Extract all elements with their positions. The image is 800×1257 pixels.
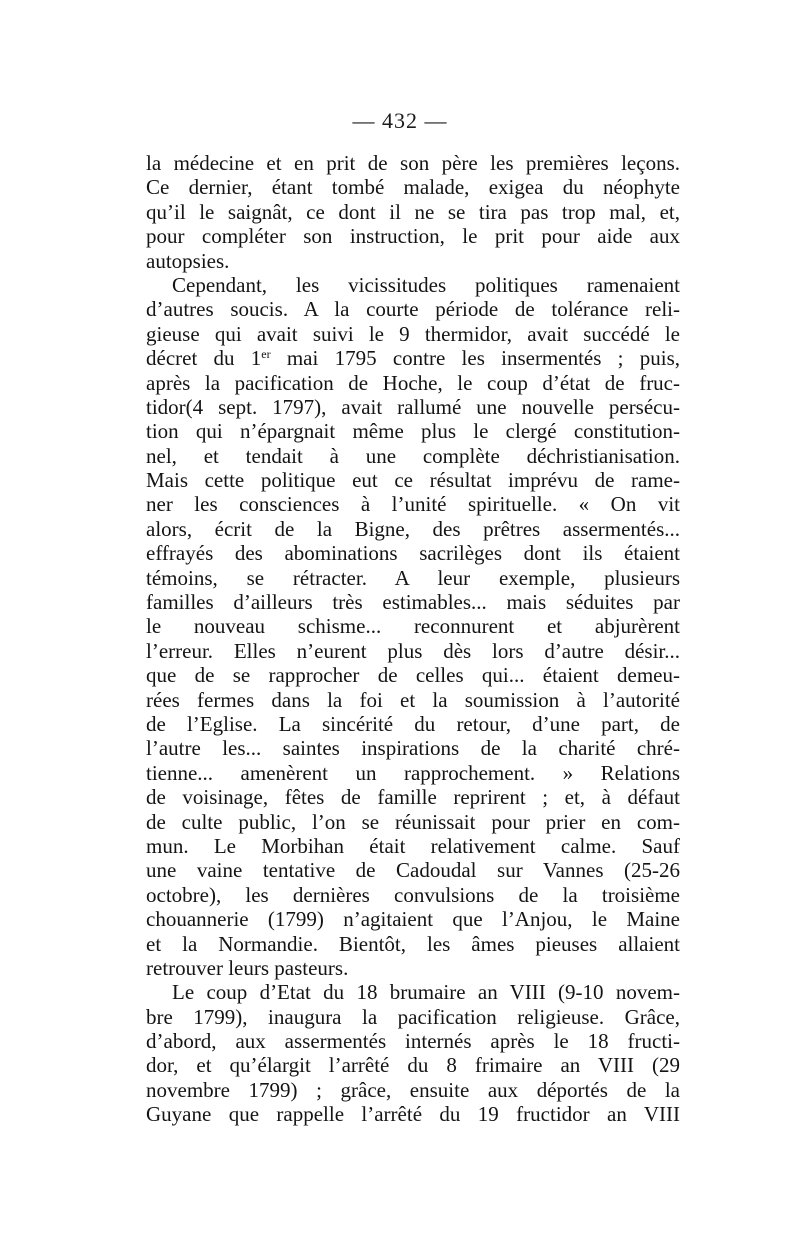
text-line: ner les consciences à l’unité spirituelle. « On vit — [146, 492, 680, 517]
text-line: que de se rapprocher de celles qui... étaient demeu- — [146, 663, 680, 688]
text-line: l’erreur. Elles n’eurent plus dès lors d’autre désir... — [146, 638, 680, 663]
text-line: Le coup d’Etat du 18 brumaire an VIII (9-10 novem- — [172, 980, 680, 1005]
text-line: le nouveau schisme... reconnurent et abjurèrent — [146, 614, 680, 639]
text-line: Guyane que rappelle l’arrêté du 19 fructidor an VIII — [146, 1102, 680, 1127]
text-line: tienne... amenèrent un rapprochement. » Relations — [146, 760, 680, 785]
text-line: pour compléter son instruction, le prit pour aide aux — [146, 224, 680, 249]
text-line: effrayés des abominations sacrilèges dont ils étaient — [146, 541, 680, 566]
text-line: d’abord, aux assermentés internés après le 18 fructi- — [146, 1029, 680, 1054]
text-line: Ce dernier, étant tombé malade, exigea du néophyte — [146, 175, 680, 200]
text-line: après la pacification de Hoche, le coup d’état de fruc- — [146, 370, 680, 395]
page-number: — 432 — — [352, 108, 448, 133]
text-line: novembre 1799) ; grâce, ensuite aux déportés de la — [146, 1077, 680, 1102]
text-line: Cependant, les vicissitudes politiques ramenaient — [172, 272, 680, 297]
text-line: de culte public, l’on se réunissait pour prier en com- — [146, 809, 680, 834]
text-line: bre 1799), inaugura la pacification religieuse. Grâce, — [146, 1004, 680, 1029]
text-line: une vaine tentative de Cadoudal sur Vannes (25-26 — [146, 858, 680, 883]
text-line: qu’il le saignât, ce dont il ne se tira pas trop mal, et, — [146, 199, 680, 224]
text-line: de voisinage, fêtes de famille reprirent ; et, à défaut — [146, 785, 680, 810]
text-line: décret du 1er mai 1795 contre les insermentés ; puis, — [146, 346, 680, 371]
text-line: chouannerie (1799) n’agitaient que l’Anjou, le Maine — [146, 907, 680, 932]
text-line: autopsies. — [146, 248, 230, 273]
text-line: rées fermes dans la foi et la soumission à l’autorité — [146, 687, 680, 712]
text-line: de l’Eglise. La sincérité du retour, d’une part, de — [146, 711, 680, 736]
text-line: nel, et tendait à une complète déchristianisation. — [146, 443, 680, 468]
text-line: tidor(4 sept. 1797), avait rallumé une nouvelle persécu- — [146, 394, 680, 419]
text-line: tion qui n’épargnait même plus le clergé constitution- — [146, 419, 680, 444]
text-line: l’autre les... saintes inspirations de la charité chré- — [146, 736, 680, 761]
text-line: dor, et qu’élargit l’arrêté du 8 frimaire an VIII (29 — [146, 1053, 680, 1078]
text-line: mun. Le Morbihan était relativement calme. Sauf — [146, 833, 680, 858]
text-line: retrouver leurs pasteurs. — [146, 955, 349, 980]
text-line: octobre), les dernières convulsions de la troisième — [146, 882, 680, 907]
text-line: gieuse qui avait suivi le 9 thermidor, avait succédé le — [146, 321, 680, 346]
ordinal-superscript: er — [261, 347, 271, 362]
text-line: d’autres soucis. A la courte période de tolérance reli- — [146, 297, 680, 322]
text-line: Mais cette politique eut ce résultat imprévu de rame- — [146, 468, 680, 493]
text-line: témoins, se rétracter. A leur exemple, plusieurs — [146, 565, 680, 590]
text-line: et la Normandie. Bientôt, les âmes pieuses allaient — [146, 931, 680, 956]
body-text — [146, 151, 680, 1127]
text-line: alors, écrit de la Bigne, des prêtres assermentés... — [146, 516, 680, 541]
text-line: familles d’ailleurs très estimables... mais séduites par — [146, 590, 680, 615]
text-line: la médecine et en prit de son père les premières leçons. — [146, 151, 680, 175]
